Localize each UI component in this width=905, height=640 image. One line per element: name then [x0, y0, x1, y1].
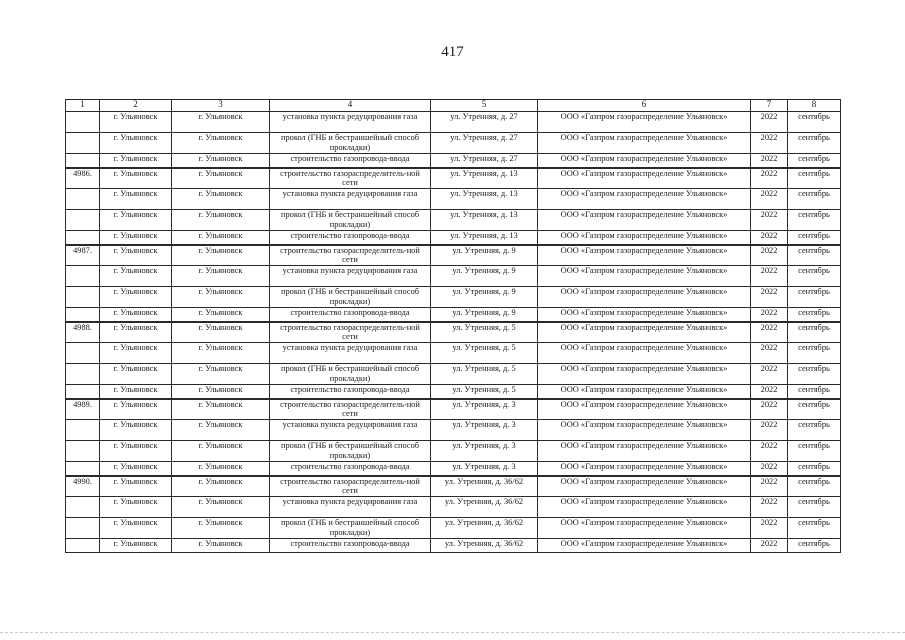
page-number: 417: [441, 44, 464, 60]
year-cell: 2022: [751, 112, 788, 133]
region-cell: г. Ульяновск: [100, 385, 172, 399]
table-row: [66, 308, 841, 322]
settlement-cell: г. Ульяновск: [172, 266, 270, 287]
region-cell: г. Ульяновск: [100, 308, 172, 322]
address-cell: ул. Утренняя, д. 13: [431, 231, 538, 245]
region-cell: г. Ульяновск: [100, 266, 172, 287]
region-cell: г. Ульяновск: [100, 168, 172, 189]
row-number: 4989.: [66, 399, 100, 420]
address-cell: ул. Утренняя, д. 5: [431, 322, 538, 343]
month-cell: сентябрь: [788, 399, 841, 420]
row-number: 4986.: [66, 168, 100, 189]
year-cell: 2022: [751, 420, 788, 441]
month-cell: сентябрь: [788, 539, 841, 553]
work-type-cell: строительство газопровода-ввода: [270, 231, 431, 245]
table-row: [66, 399, 841, 420]
organization-cell: ООО «Газпром газораспределение Ульяновск»: [538, 168, 751, 189]
settlement-cell: г. Ульяновск: [172, 231, 270, 245]
region-cell: г. Ульяновск: [100, 462, 172, 476]
row-number: [66, 441, 100, 462]
settlement-cell: г. Ульяновск: [172, 476, 270, 497]
table-row: [66, 343, 841, 364]
address-cell: ул. Утренняя, д. 5: [431, 364, 538, 385]
region-cell: г. Ульяновск: [100, 441, 172, 462]
organization-cell: ООО «Газпром газораспределение Ульяновск»: [538, 476, 751, 497]
address-cell: ул. Утренняя, д. 5: [431, 385, 538, 399]
organization-cell: ООО «Газпром газораспределение Ульяновск»: [538, 364, 751, 385]
work-type-cell: прокол (ГНБ и бестраншейный способ прокладки): [270, 210, 431, 231]
month-cell: сентябрь: [788, 497, 841, 518]
region-cell: г. Ульяновск: [100, 112, 172, 133]
month-cell: сентябрь: [788, 462, 841, 476]
year-cell: 2022: [751, 539, 788, 553]
address-cell: ул. Утренняя, д. 13: [431, 168, 538, 189]
organization-cell: ООО «Газпром газораспределение Ульяновск»: [538, 210, 751, 231]
organization-cell: ООО «Газпром газораспределение Ульяновск»: [538, 385, 751, 399]
year-cell: 2022: [751, 497, 788, 518]
region-cell: г. Ульяновск: [100, 322, 172, 343]
organization-cell: ООО «Газпром газораспределение Ульяновск»: [538, 462, 751, 476]
row-number: [66, 462, 100, 476]
table-row: [66, 476, 841, 497]
work-type-cell: строительство газопровода-ввода: [270, 385, 431, 399]
settlement-cell: г. Ульяновск: [172, 399, 270, 420]
column-header: 4: [270, 100, 431, 112]
month-cell: сентябрь: [788, 364, 841, 385]
work-type-cell: строительство газопровода-ввода: [270, 308, 431, 322]
region-cell: г. Ульяновск: [100, 497, 172, 518]
work-type-cell: строительство газораспределитель-ной сети: [270, 245, 431, 266]
settlement-cell: г. Ульяновск: [172, 364, 270, 385]
table-row: [66, 245, 841, 266]
table-row: [66, 112, 841, 133]
address-cell: ул. Утренняя, д. 36/62: [431, 497, 538, 518]
settlement-cell: г. Ульяновск: [172, 441, 270, 462]
year-cell: 2022: [751, 189, 788, 210]
address-cell: ул. Утренняя, д. 36/62: [431, 518, 538, 539]
header-row: [66, 100, 841, 112]
table-row: [66, 287, 841, 308]
organization-cell: ООО «Газпром газораспределение Ульяновск»: [538, 112, 751, 133]
settlement-cell: г. Ульяновск: [172, 245, 270, 266]
month-cell: сентябрь: [788, 518, 841, 539]
organization-cell: ООО «Газпром газораспределение Ульяновск»: [538, 189, 751, 210]
settlement-cell: г. Ульяновск: [172, 462, 270, 476]
table-row: [66, 539, 841, 553]
address-cell: ул. Утренняя, д. 9: [431, 287, 538, 308]
work-type-cell: строительство газораспределитель-ной сети: [270, 168, 431, 189]
row-number: 4987.: [66, 245, 100, 266]
address-cell: ул. Утренняя, д. 9: [431, 308, 538, 322]
month-cell: сентябрь: [788, 476, 841, 497]
settlement-cell: г. Ульяновск: [172, 154, 270, 168]
region-cell: г. Ульяновск: [100, 343, 172, 364]
row-number: [66, 343, 100, 364]
address-cell: ул. Утренняя, д. 3: [431, 420, 538, 441]
row-number: [66, 189, 100, 210]
month-cell: сентябрь: [788, 287, 841, 308]
month-cell: сентябрь: [788, 189, 841, 210]
table-row: [66, 189, 841, 210]
organization-cell: ООО «Газпром газораспределение Ульяновск»: [538, 308, 751, 322]
month-cell: сентябрь: [788, 420, 841, 441]
year-cell: 2022: [751, 168, 788, 189]
year-cell: 2022: [751, 364, 788, 385]
year-cell: 2022: [751, 322, 788, 343]
address-cell: ул. Утренняя, д. 36/62: [431, 476, 538, 497]
column-header: 5: [431, 100, 538, 112]
table-row: [66, 210, 841, 231]
organization-cell: ООО «Газпром газораспределение Ульяновск»: [538, 497, 751, 518]
column-header: 6: [538, 100, 751, 112]
year-cell: 2022: [751, 231, 788, 245]
table-row: [66, 420, 841, 441]
scan-edge-line: [0, 632, 905, 633]
address-cell: ул. Утренняя, д. 36/62: [431, 539, 538, 553]
settlement-cell: г. Ульяновск: [172, 189, 270, 210]
settlement-cell: г. Ульяновск: [172, 343, 270, 364]
table-row: [66, 133, 841, 154]
organization-cell: ООО «Газпром газораспределение Ульяновск»: [538, 518, 751, 539]
year-cell: 2022: [751, 399, 788, 420]
year-cell: 2022: [751, 462, 788, 476]
organization-cell: ООО «Газпром газораспределение Ульяновск»: [538, 266, 751, 287]
month-cell: сентябрь: [788, 210, 841, 231]
organization-cell: ООО «Газпром газораспределение Ульяновск»: [538, 287, 751, 308]
region-cell: г. Ульяновск: [100, 231, 172, 245]
table-row: [66, 441, 841, 462]
organization-cell: ООО «Газпром газораспределение Ульяновск»: [538, 399, 751, 420]
row-number: [66, 364, 100, 385]
address-cell: ул. Утренняя, д. 13: [431, 210, 538, 231]
row-number: [66, 210, 100, 231]
organization-cell: ООО «Газпром газораспределение Ульяновск»: [538, 343, 751, 364]
year-cell: 2022: [751, 343, 788, 364]
row-number: [66, 420, 100, 441]
month-cell: сентябрь: [788, 266, 841, 287]
address-cell: ул. Утренняя, д. 3: [431, 399, 538, 420]
work-type-cell: установка пункта редуцирования газа: [270, 420, 431, 441]
work-type-cell: строительство газопровода-ввода: [270, 462, 431, 476]
table-row: [66, 462, 841, 476]
work-type-cell: установка пункта редуцирования газа: [270, 343, 431, 364]
settlement-cell: г. Ульяновск: [172, 308, 270, 322]
month-cell: сентябрь: [788, 154, 841, 168]
work-type-cell: строительство газопровода-ввода: [270, 539, 431, 553]
region-cell: г. Ульяновск: [100, 133, 172, 154]
settlement-cell: г. Ульяновск: [172, 112, 270, 133]
work-type-cell: установка пункта редуцирования газа: [270, 189, 431, 210]
work-type-cell: установка пункта редуцирования газа: [270, 266, 431, 287]
address-cell: ул. Утренняя, д. 9: [431, 266, 538, 287]
region-cell: г. Ульяновск: [100, 364, 172, 385]
month-cell: сентябрь: [788, 441, 841, 462]
year-cell: 2022: [751, 210, 788, 231]
table-row: [66, 385, 841, 399]
row-number: [66, 385, 100, 399]
organization-cell: ООО «Газпром газораспределение Ульяновск»: [538, 133, 751, 154]
month-cell: сентябрь: [788, 133, 841, 154]
settlement-cell: г. Ульяновск: [172, 322, 270, 343]
month-cell: сентябрь: [788, 168, 841, 189]
table-row: [66, 231, 841, 245]
column-header: 8: [788, 100, 841, 112]
settlement-cell: г. Ульяновск: [172, 168, 270, 189]
region-cell: г. Ульяновск: [100, 189, 172, 210]
work-type-cell: прокол (ГНБ и бестраншейный способ прокладки): [270, 364, 431, 385]
address-cell: ул. Утренняя, д. 27: [431, 133, 538, 154]
table-row: [66, 266, 841, 287]
settlement-cell: г. Ульяновск: [172, 518, 270, 539]
work-type-cell: прокол (ГНБ и бестраншейный способ прокладки): [270, 518, 431, 539]
address-cell: ул. Утренняя, д. 5: [431, 343, 538, 364]
work-type-cell: прокол (ГНБ и бестраншейный способ прокладки): [270, 133, 431, 154]
table-row: [66, 322, 841, 343]
row-number: 4988.: [66, 322, 100, 343]
work-type-cell: установка пункта редуцирования газа: [270, 497, 431, 518]
row-number: [66, 133, 100, 154]
address-cell: ул. Утренняя, д. 27: [431, 112, 538, 133]
work-type-cell: прокол (ГНБ и бестраншейный способ прокладки): [270, 287, 431, 308]
row-number: [66, 308, 100, 322]
organization-cell: ООО «Газпром газораспределение Ульяновск»: [538, 539, 751, 553]
row-number: [66, 518, 100, 539]
settlement-cell: г. Ульяновск: [172, 210, 270, 231]
address-cell: ул. Утренняя, д. 3: [431, 441, 538, 462]
region-cell: г. Ульяновск: [100, 399, 172, 420]
year-cell: 2022: [751, 441, 788, 462]
region-cell: г. Ульяновск: [100, 287, 172, 308]
work-type-cell: строительство газораспределитель-ной сети: [270, 322, 431, 343]
address-cell: ул. Утренняя, д. 13: [431, 189, 538, 210]
month-cell: сентябрь: [788, 231, 841, 245]
registry-table: [65, 99, 841, 553]
table-body: [66, 112, 841, 553]
year-cell: 2022: [751, 308, 788, 322]
organization-cell: ООО «Газпром газораспределение Ульяновск»: [538, 420, 751, 441]
organization-cell: ООО «Газпром газораспределение Ульяновск»: [538, 231, 751, 245]
row-number: 4990.: [66, 476, 100, 497]
year-cell: 2022: [751, 476, 788, 497]
row-number: [66, 539, 100, 553]
month-cell: сентябрь: [788, 308, 841, 322]
region-cell: г. Ульяновск: [100, 539, 172, 553]
region-cell: г. Ульяновск: [100, 210, 172, 231]
address-cell: ул. Утренняя, д. 9: [431, 245, 538, 266]
settlement-cell: г. Ульяновск: [172, 420, 270, 441]
column-header: 7: [751, 100, 788, 112]
work-type-cell: строительство газораспределитель-ной сети: [270, 476, 431, 497]
table-row: [66, 364, 841, 385]
settlement-cell: г. Ульяновск: [172, 497, 270, 518]
row-number: [66, 231, 100, 245]
month-cell: сентябрь: [788, 322, 841, 343]
table-row: [66, 168, 841, 189]
work-type-cell: установка пункта редуцирования газа: [270, 112, 431, 133]
work-type-cell: строительство газопровода-ввода: [270, 154, 431, 168]
table-row: [66, 518, 841, 539]
settlement-cell: г. Ульяновск: [172, 385, 270, 399]
organization-cell: ООО «Газпром газораспределение Ульяновск»: [538, 154, 751, 168]
organization-cell: ООО «Газпром газораспределение Ульяновск»: [538, 441, 751, 462]
year-cell: 2022: [751, 518, 788, 539]
year-cell: 2022: [751, 266, 788, 287]
organization-cell: ООО «Газпром газораспределение Ульяновск»: [538, 322, 751, 343]
row-number: [66, 112, 100, 133]
year-cell: 2022: [751, 245, 788, 266]
column-header: 3: [172, 100, 270, 112]
column-header: 1: [66, 100, 100, 112]
year-cell: 2022: [751, 287, 788, 308]
work-type-cell: прокол (ГНБ и бестраншейный способ прокладки): [270, 441, 431, 462]
region-cell: г. Ульяновск: [100, 245, 172, 266]
settlement-cell: г. Ульяновск: [172, 133, 270, 154]
year-cell: 2022: [751, 133, 788, 154]
region-cell: г. Ульяновск: [100, 518, 172, 539]
row-number: [66, 287, 100, 308]
row-number: [66, 266, 100, 287]
month-cell: сентябрь: [788, 385, 841, 399]
region-cell: г. Ульяновск: [100, 420, 172, 441]
table-row: [66, 497, 841, 518]
row-number: [66, 497, 100, 518]
month-cell: сентябрь: [788, 343, 841, 364]
region-cell: г. Ульяновск: [100, 476, 172, 497]
settlement-cell: г. Ульяновск: [172, 539, 270, 553]
region-cell: г. Ульяновск: [100, 154, 172, 168]
year-cell: 2022: [751, 385, 788, 399]
column-header: 2: [100, 100, 172, 112]
month-cell: сентябрь: [788, 245, 841, 266]
work-type-cell: строительство газораспределитель-ной сети: [270, 399, 431, 420]
address-cell: ул. Утренняя, д. 3: [431, 462, 538, 476]
year-cell: 2022: [751, 154, 788, 168]
organization-cell: ООО «Газпром газораспределение Ульяновск»: [538, 245, 751, 266]
row-number: [66, 154, 100, 168]
month-cell: сентябрь: [788, 112, 841, 133]
address-cell: ул. Утренняя, д. 27: [431, 154, 538, 168]
table-row: [66, 154, 841, 168]
settlement-cell: г. Ульяновск: [172, 287, 270, 308]
